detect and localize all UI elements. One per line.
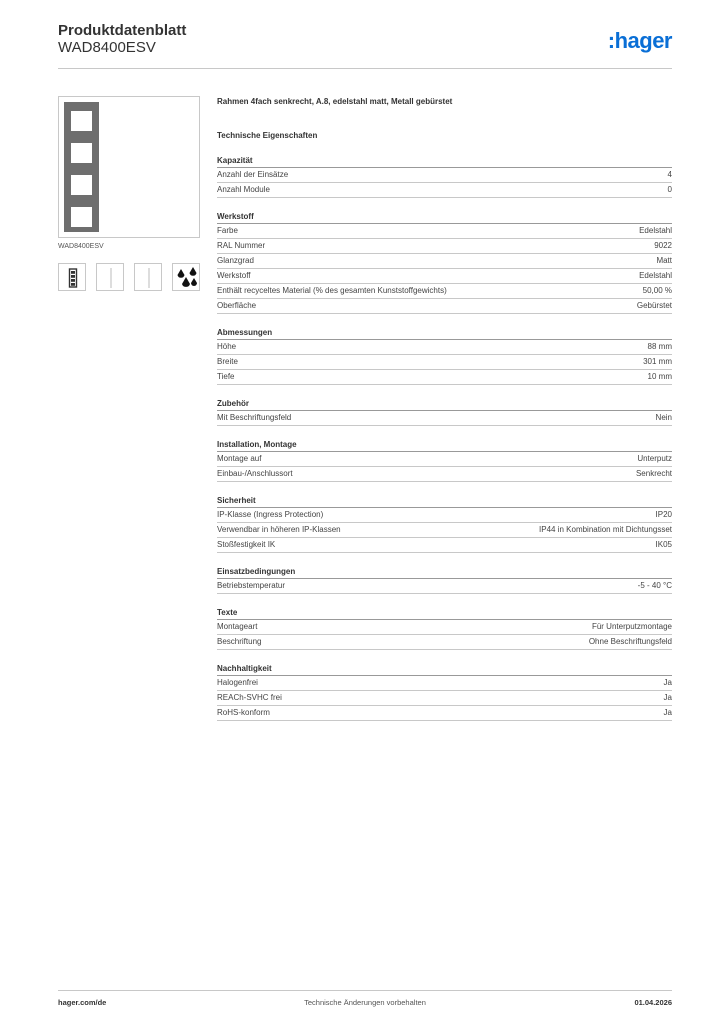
- frame-slot-icon: [134, 263, 162, 291]
- property-label: Anzahl Module: [217, 185, 270, 194]
- property-label: Farbe: [217, 226, 238, 235]
- property-row: [217, 299, 672, 314]
- property-label: RoHS-konform: [217, 708, 270, 717]
- property-value: Ohne Beschriftungsfeld: [588, 637, 672, 646]
- property-value: 0: [667, 185, 672, 194]
- property-value: Für Unterputzmontage: [591, 622, 672, 631]
- property-value: Gebürstet: [636, 301, 672, 310]
- header-divider: [58, 68, 672, 69]
- vertical-4-gang-icon: [58, 263, 86, 291]
- property-row: [217, 579, 672, 594]
- property-row: [217, 676, 672, 691]
- property-row: [217, 706, 672, 721]
- property-value: Nein: [655, 413, 672, 422]
- property-label: Oberfläche: [217, 301, 257, 310]
- frame-slot: [71, 207, 92, 227]
- property-label: Anzahl der Einsätze: [217, 170, 289, 179]
- property-group: [217, 662, 672, 721]
- group-title: Abmessungen: [217, 326, 672, 340]
- property-value: 9022: [654, 241, 672, 250]
- footer-disclaimer: Technische Änderungen vorbehalten: [304, 998, 426, 1007]
- footer-website-link[interactable]: hager.com/de: [58, 998, 107, 1007]
- property-value: 4: [667, 170, 672, 179]
- property-row: [217, 523, 672, 538]
- property-row: [217, 239, 672, 254]
- property-value: IK05: [655, 540, 672, 549]
- property-label: Betriebstemperatur: [217, 581, 286, 590]
- group-title: Kapazität: [217, 154, 672, 168]
- property-group: [217, 326, 672, 385]
- property-label: RAL Nummer: [217, 241, 266, 250]
- property-value: 10 mm: [647, 372, 672, 381]
- property-row: [217, 355, 672, 370]
- property-group: [217, 438, 672, 482]
- property-row: [217, 183, 672, 198]
- article-number: WAD8400ESV: [58, 39, 156, 56]
- property-label: Höhe: [217, 342, 237, 351]
- property-group: [217, 210, 672, 314]
- property-label: Verwendbar in höheren IP-Klassen: [217, 525, 341, 534]
- property-value: -5 - 40 °C: [637, 581, 672, 590]
- frame-slot: [71, 111, 92, 131]
- property-row: [217, 508, 672, 523]
- property-row: [217, 691, 672, 706]
- property-value: Unterputz: [637, 454, 672, 463]
- property-value: Senkrecht: [635, 469, 672, 478]
- property-row: [217, 538, 672, 553]
- property-value: 50,00 %: [642, 286, 672, 295]
- property-row: [217, 635, 672, 650]
- frame-slot: [71, 143, 92, 163]
- property-label: Breite: [217, 357, 238, 366]
- property-group: [217, 565, 672, 594]
- group-title: Einsatzbedingungen: [217, 565, 672, 579]
- property-label: Montage auf: [217, 454, 262, 463]
- property-value: IP20: [655, 510, 672, 519]
- document-header: [58, 22, 672, 68]
- property-value: 88 mm: [647, 342, 672, 351]
- product-image-caption: WAD8400ESV: [58, 243, 104, 250]
- property-row: [217, 224, 672, 239]
- document-title: Produktdatenblatt: [58, 22, 187, 39]
- hager-logo: :hager: [607, 28, 672, 53]
- property-label: Tiefe: [217, 372, 235, 381]
- frame-slot-icon: [96, 263, 124, 291]
- property-row: [217, 284, 672, 299]
- property-row: [217, 269, 672, 284]
- group-title: Texte: [217, 606, 672, 620]
- property-label: Halogenfrei: [217, 678, 258, 687]
- group-title: Sicherheit: [217, 494, 672, 508]
- property-row: [217, 452, 672, 467]
- group-title: Zubehör: [217, 397, 672, 411]
- property-row: [217, 340, 672, 355]
- property-group: [217, 154, 672, 198]
- section-title: Technische Eigenschaften: [217, 131, 318, 140]
- property-value: Matt: [656, 256, 672, 265]
- property-row: [217, 467, 672, 482]
- product-description: Rahmen 4fach senkrecht, A.8, edelstahl matt, Metall gebürstet: [217, 97, 453, 106]
- property-row: [217, 370, 672, 385]
- property-group: [217, 606, 672, 650]
- footer-divider: [58, 990, 672, 991]
- property-row: [217, 620, 672, 635]
- property-label: Enthält recyceltes Material (% des gesamten Kunststoffgewichts): [217, 286, 447, 295]
- property-label: IP-Klasse (Ingress Protection): [217, 510, 324, 519]
- property-value: Edelstahl: [639, 226, 672, 235]
- property-label: Werkstoff: [217, 271, 251, 280]
- frame-illustration: [64, 102, 99, 232]
- property-row: [217, 168, 672, 183]
- property-groups: [217, 154, 672, 721]
- property-label: Montageart: [217, 622, 258, 631]
- page-footer: [58, 998, 672, 1010]
- footer-date: 01.04.2026: [634, 998, 672, 1007]
- group-title: Nachhaltigkeit: [217, 662, 672, 676]
- property-value: Ja: [663, 678, 672, 687]
- drops-ip-icon: [172, 263, 200, 291]
- property-row: [217, 254, 672, 269]
- property-label: Beschriftung: [217, 637, 262, 646]
- property-value: IP44 in Kombination mit Dichtungsset: [539, 525, 672, 534]
- property-group: [217, 397, 672, 426]
- property-group: [217, 494, 672, 553]
- property-label: Mit Beschriftungsfeld: [217, 413, 292, 422]
- group-title: Werkstoff: [217, 210, 672, 224]
- property-value: Ja: [663, 693, 672, 702]
- property-label: Einbau-/Anschlussort: [217, 469, 293, 478]
- property-row: [217, 411, 672, 426]
- technical-data: [217, 96, 672, 721]
- group-title: Installation, Montage: [217, 438, 672, 452]
- product-image: [58, 96, 200, 238]
- property-value: Edelstahl: [639, 271, 672, 280]
- property-label: REACh-SVHC frei: [217, 693, 282, 702]
- property-value: Ja: [663, 708, 672, 717]
- frame-slot: [71, 175, 92, 195]
- property-label: Stoßfestigkeit IK: [217, 540, 276, 549]
- property-value: 301 mm: [643, 357, 672, 366]
- property-label: Glanzgrad: [217, 256, 254, 265]
